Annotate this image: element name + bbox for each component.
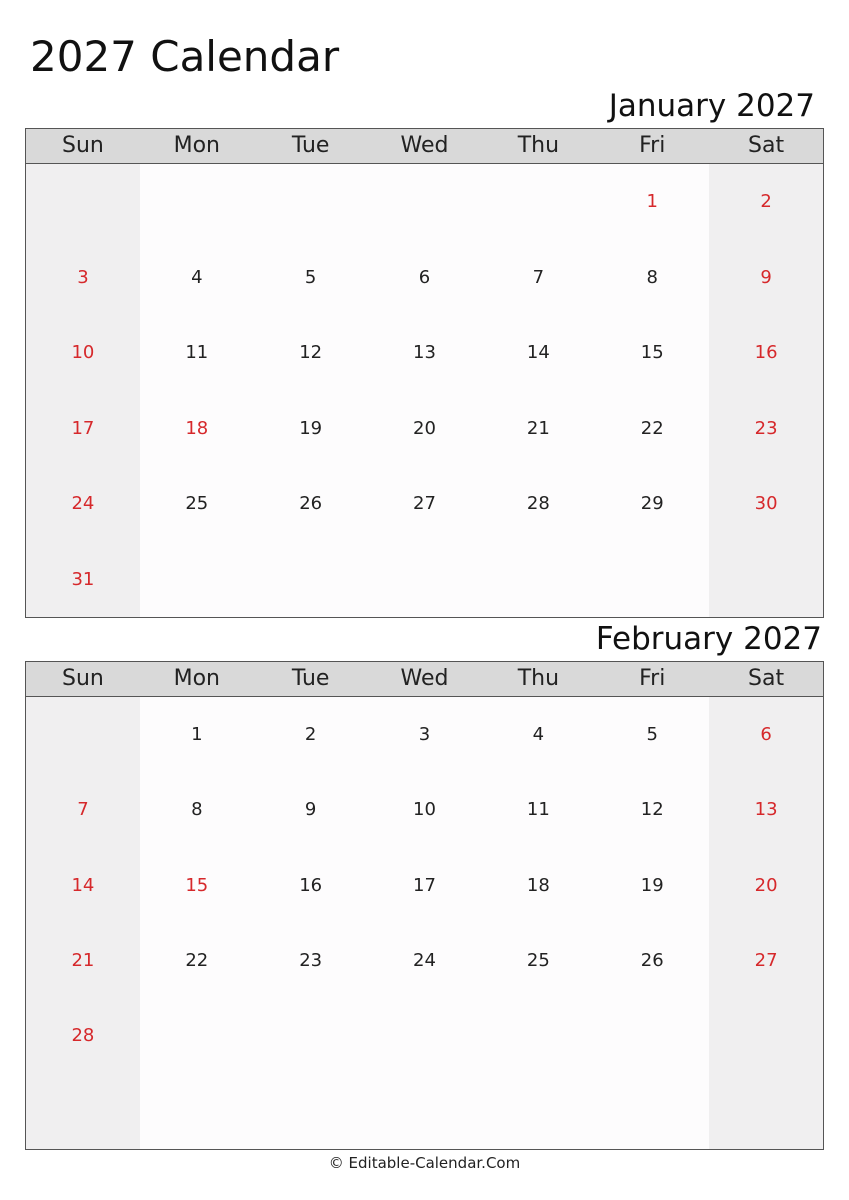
day-cell: 21 — [71, 950, 95, 972]
day-cell: 22 — [640, 417, 664, 439]
day-column-wed — [368, 164, 482, 617]
empty-day-cell — [368, 164, 482, 240]
weekday-wed: Wed — [400, 133, 449, 158]
day-cell: 21 — [526, 417, 550, 439]
empty-day-cell — [709, 542, 823, 618]
day-cell: 17 — [413, 874, 436, 896]
empty-day-cell — [140, 542, 254, 618]
empty-day-cell — [368, 542, 482, 618]
weekday-sun: Sun — [62, 666, 104, 691]
day-cell: 13 — [754, 799, 778, 821]
day-cell: 7 — [532, 266, 545, 288]
day-cell: 26 — [640, 950, 664, 972]
day-cell: 12 — [299, 342, 323, 364]
day-column-thu — [481, 697, 595, 1149]
day-column-tue — [254, 697, 368, 1149]
empty-day-cell — [709, 998, 823, 1073]
weekday-sat: Sat — [748, 133, 785, 158]
day-cell: 3 — [77, 266, 89, 288]
footer-copyright: © Editable-Calendar.Com — [328, 1154, 521, 1172]
weekday-fri: Fri — [639, 666, 666, 691]
empty-day-cell — [140, 1074, 254, 1149]
day-cell: 31 — [71, 568, 95, 590]
day-cell: 28 — [526, 493, 550, 515]
day-cell: 4 — [191, 266, 203, 288]
day-cell: 25 — [526, 950, 550, 972]
day-cell: 22 — [185, 950, 209, 972]
day-column-tue — [254, 164, 368, 617]
empty-day-cell — [481, 998, 595, 1073]
day-cell: 8 — [646, 266, 658, 288]
day-cell: 7 — [77, 799, 89, 821]
day-column-sun — [26, 697, 140, 1149]
day-cell: 12 — [640, 799, 664, 821]
day-column-thu — [481, 164, 595, 617]
day-cell: 23 — [754, 417, 778, 439]
empty-day-cell — [368, 998, 482, 1073]
day-cell: 19 — [299, 417, 323, 439]
day-cell: 28 — [71, 1025, 95, 1047]
day-cell: 23 — [299, 950, 323, 972]
day-column-wed — [368, 697, 482, 1149]
month-title-january: January 2027 — [608, 88, 815, 124]
day-column-mon — [140, 164, 254, 617]
day-column-mon — [140, 697, 254, 1149]
day-cell: 29 — [640, 493, 664, 515]
weekday-wed: Wed — [400, 666, 449, 691]
day-cell: 18 — [185, 417, 209, 439]
empty-day-cell — [254, 998, 368, 1073]
day-cell: 9 — [304, 799, 317, 821]
day-cell: 24 — [413, 950, 436, 972]
day-cell: 8 — [191, 799, 203, 821]
day-column-sat — [709, 164, 823, 617]
month-calendar-january — [25, 128, 824, 618]
day-cell: 2 — [304, 724, 317, 746]
day-cell: 19 — [640, 874, 664, 896]
empty-day-cell — [254, 542, 368, 618]
day-cell: 27 — [754, 950, 778, 972]
day-cell: 14 — [526, 342, 550, 364]
weekday-thu: Thu — [517, 133, 560, 158]
empty-day-cell — [26, 697, 140, 772]
empty-day-cell — [709, 1074, 823, 1149]
weekday-sun: Sun — [62, 133, 104, 158]
day-cell: 1 — [646, 191, 658, 213]
day-cell: 26 — [299, 493, 323, 515]
day-cell: 25 — [185, 493, 209, 515]
weekday-mon: Mon — [173, 666, 220, 691]
day-cell: 1 — [191, 724, 203, 746]
day-cell: 17 — [71, 417, 95, 439]
page-title: 2027 Calendar — [30, 32, 340, 81]
day-cell: 30 — [754, 493, 778, 515]
day-cell: 10 — [413, 799, 436, 821]
month-calendar-february — [25, 661, 824, 1150]
weekday-tue: Tue — [291, 666, 330, 691]
day-cell: 15 — [640, 342, 664, 364]
day-grid — [26, 697, 823, 1149]
weekday-thu: Thu — [517, 666, 560, 691]
day-cell: 11 — [185, 342, 209, 364]
empty-day-cell — [140, 164, 254, 240]
day-column-fri — [595, 697, 709, 1149]
day-column-fri — [595, 164, 709, 617]
empty-day-cell — [481, 1074, 595, 1149]
weekday-sat: Sat — [748, 666, 785, 691]
day-cell: 16 — [299, 874, 323, 896]
weekday-fri: Fri — [639, 133, 666, 158]
day-cell: 5 — [646, 724, 658, 746]
day-column-sun — [26, 164, 140, 617]
day-column-sat — [709, 697, 823, 1149]
day-cell: 11 — [526, 799, 550, 821]
empty-day-cell — [140, 998, 254, 1073]
day-cell: 27 — [413, 493, 436, 515]
empty-day-cell — [595, 542, 709, 618]
day-cell: 2 — [760, 191, 772, 213]
day-grid — [26, 164, 823, 617]
day-cell: 5 — [304, 266, 317, 288]
day-cell: 18 — [526, 874, 550, 896]
weekday-header — [26, 662, 823, 697]
day-cell: 6 — [418, 266, 431, 288]
empty-day-cell — [595, 1074, 709, 1149]
empty-day-cell — [254, 164, 368, 240]
weekday-tue: Tue — [291, 133, 330, 158]
day-cell: 16 — [754, 342, 778, 364]
empty-day-cell — [254, 1074, 368, 1149]
day-cell: 15 — [185, 874, 209, 896]
day-cell: 6 — [760, 724, 772, 746]
empty-day-cell — [26, 1074, 140, 1149]
day-cell: 20 — [413, 417, 436, 439]
day-cell: 14 — [71, 874, 95, 896]
day-cell: 24 — [71, 493, 95, 515]
day-cell: 20 — [754, 874, 778, 896]
empty-day-cell — [595, 998, 709, 1073]
day-cell: 13 — [413, 342, 436, 364]
day-cell: 3 — [418, 724, 431, 746]
empty-day-cell — [368, 1074, 482, 1149]
day-cell: 9 — [760, 266, 772, 288]
empty-day-cell — [481, 164, 595, 240]
weekday-header — [26, 129, 823, 164]
day-cell: 4 — [532, 724, 545, 746]
empty-day-cell — [481, 542, 595, 618]
day-cell: 10 — [71, 342, 95, 364]
weekday-mon: Mon — [173, 133, 220, 158]
month-title-february: February 2027 — [595, 621, 822, 657]
empty-day-cell — [26, 164, 140, 240]
